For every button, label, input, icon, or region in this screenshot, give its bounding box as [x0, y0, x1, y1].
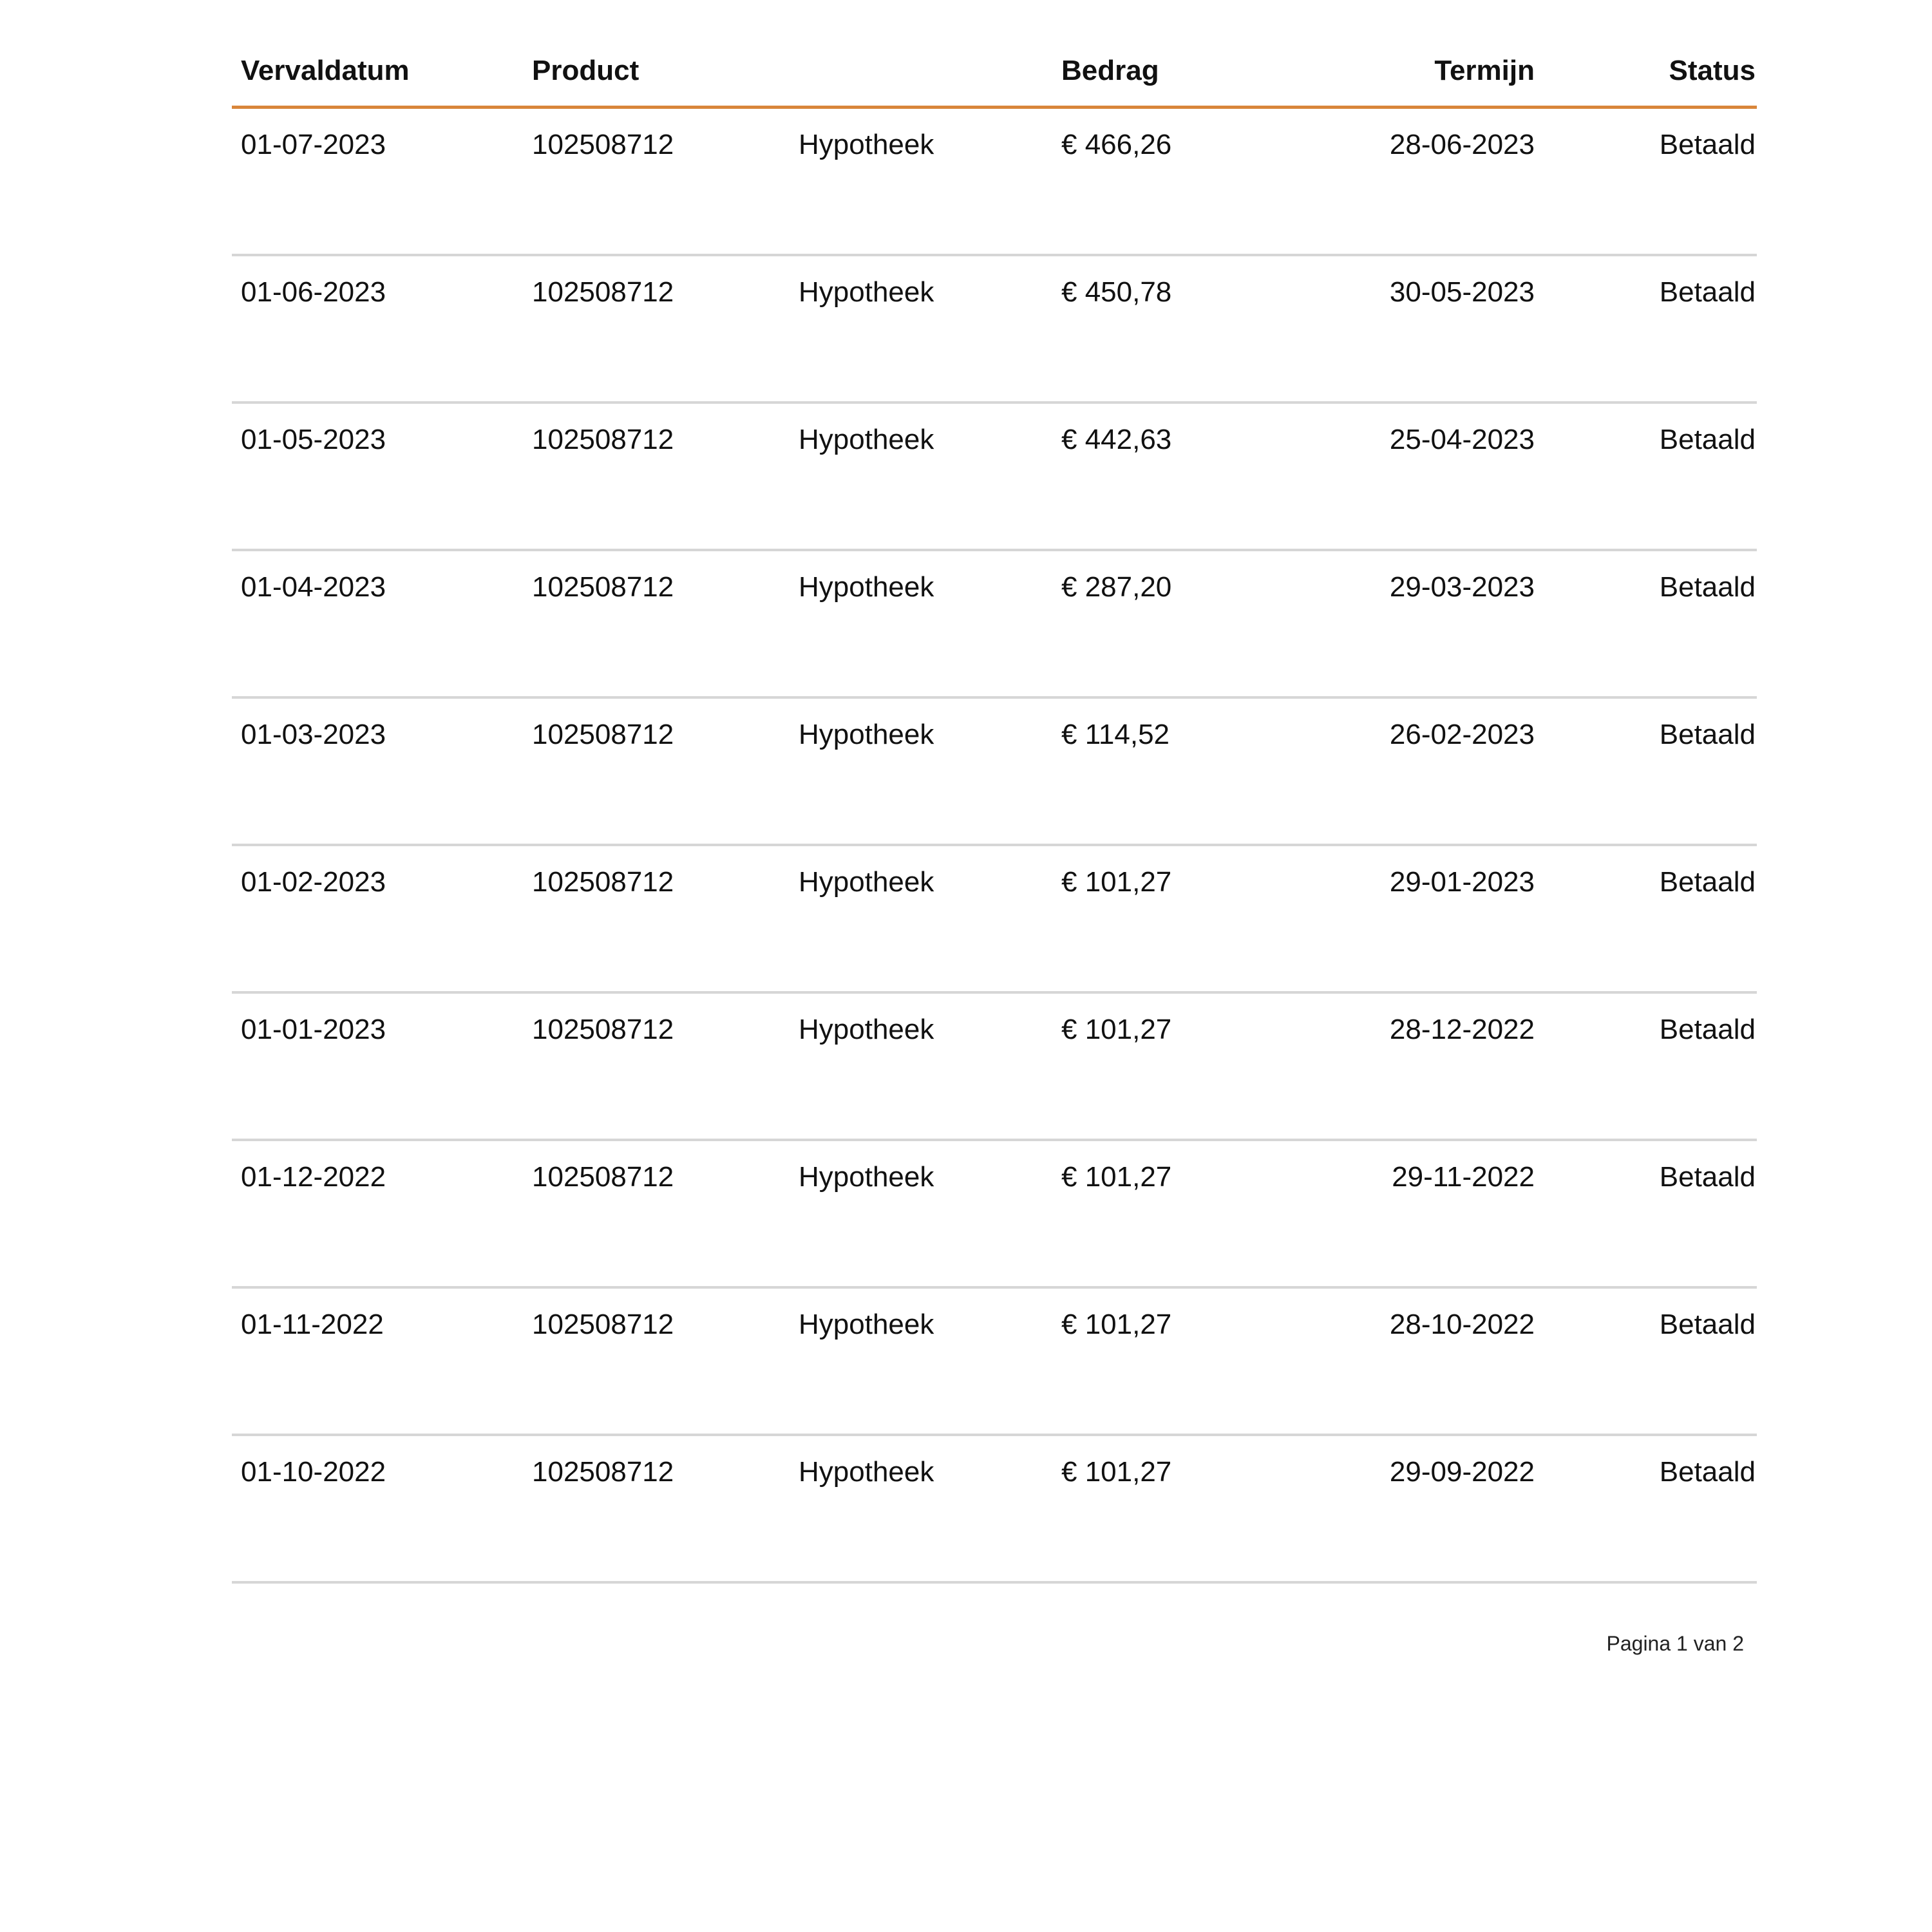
cell-product-nr: 102508712	[532, 1456, 674, 1488]
cell-vervaldatum: 01-12-2022	[241, 1161, 386, 1193]
table-row	[232, 1141, 1757, 1289]
cell-product-nr: 102508712	[532, 1014, 674, 1045]
header-vervaldatum: Vervaldatum	[241, 55, 410, 86]
cell-product-type: Hypotheek	[799, 1161, 934, 1193]
cell-status: Betaald	[1659, 1014, 1756, 1045]
cell-product-nr: 102508712	[532, 424, 674, 455]
cell-vervaldatum: 01-02-2023	[241, 866, 386, 898]
cell-product-nr: 102508712	[532, 571, 674, 603]
cell-status: Betaald	[1659, 571, 1756, 603]
cell-status: Betaald	[1659, 276, 1756, 308]
table-row	[232, 846, 1757, 994]
page-number: Pagina 1 van 2	[1606, 1632, 1744, 1655]
cell-vervaldatum: 01-05-2023	[241, 424, 386, 455]
cell-bedrag: € 466,26	[1061, 129, 1172, 160]
table-row	[232, 994, 1757, 1141]
cell-vervaldatum: 01-06-2023	[241, 276, 386, 308]
cell-bedrag: € 101,27	[1061, 1014, 1172, 1045]
header-bedrag: Bedrag	[1061, 55, 1159, 86]
cell-product-type: Hypotheek	[799, 276, 934, 308]
cell-bedrag: € 101,27	[1061, 1309, 1172, 1340]
cell-termijn: 30-05-2023	[1389, 276, 1535, 308]
cell-product-nr: 102508712	[532, 129, 674, 160]
cell-vervaldatum: 01-01-2023	[241, 1014, 386, 1045]
cell-status: Betaald	[1659, 719, 1756, 750]
cell-termijn: 25-04-2023	[1389, 424, 1535, 455]
cell-bedrag: € 114,52	[1061, 719, 1170, 750]
header-status: Status	[1669, 55, 1756, 86]
cell-product-type: Hypotheek	[799, 1309, 934, 1340]
cell-status: Betaald	[1659, 1456, 1756, 1488]
cell-vervaldatum: 01-11-2022	[241, 1309, 384, 1340]
cell-bedrag: € 287,20	[1061, 571, 1172, 603]
cell-status: Betaald	[1659, 424, 1756, 455]
cell-status: Betaald	[1659, 129, 1756, 160]
cell-termijn: 28-10-2022	[1389, 1309, 1535, 1340]
cell-vervaldatum: 01-10-2022	[241, 1456, 386, 1488]
cell-termijn: 26-02-2023	[1389, 719, 1535, 750]
table-row	[232, 1436, 1757, 1584]
cell-status: Betaald	[1659, 866, 1756, 898]
table-row	[232, 256, 1757, 404]
cell-product-nr: 102508712	[532, 1309, 674, 1340]
cell-product-type: Hypotheek	[799, 424, 934, 455]
cell-product-nr: 102508712	[532, 276, 674, 308]
cell-termijn: 29-01-2023	[1389, 866, 1535, 898]
table-row	[232, 109, 1757, 256]
table-row	[232, 1289, 1757, 1436]
cell-bedrag: € 442,63	[1061, 424, 1172, 455]
cell-vervaldatum: 01-03-2023	[241, 719, 386, 750]
cell-bedrag: € 101,27	[1061, 1161, 1172, 1193]
cell-status: Betaald	[1659, 1309, 1756, 1340]
cell-vervaldatum: 01-07-2023	[241, 129, 386, 160]
cell-product-type: Hypotheek	[799, 1014, 934, 1045]
cell-bedrag: € 450,78	[1061, 276, 1172, 308]
header-termijn: Termijn	[1434, 55, 1535, 86]
cell-product-type: Hypotheek	[799, 571, 934, 603]
table-row	[232, 551, 1757, 699]
cell-product-type: Hypotheek	[799, 719, 934, 750]
table-row	[232, 699, 1757, 846]
cell-termijn: 29-11-2022	[1392, 1161, 1535, 1193]
cell-status: Betaald	[1659, 1161, 1756, 1193]
cell-product-nr: 102508712	[532, 719, 674, 750]
cell-product-type: Hypotheek	[799, 866, 934, 898]
cell-termijn: 29-09-2022	[1389, 1456, 1535, 1488]
cell-product-nr: 102508712	[532, 866, 674, 898]
cell-bedrag: € 101,27	[1061, 1456, 1172, 1488]
header-product: Product	[532, 55, 639, 86]
cell-termijn: 28-06-2023	[1389, 129, 1535, 160]
cell-product-type: Hypotheek	[799, 129, 934, 160]
cell-vervaldatum: 01-04-2023	[241, 571, 386, 603]
table-header	[232, 39, 1757, 109]
cell-product-type: Hypotheek	[799, 1456, 934, 1488]
cell-product-nr: 102508712	[532, 1161, 674, 1193]
cell-bedrag: € 101,27	[1061, 866, 1172, 898]
payments-table	[232, 39, 1757, 1584]
table-row	[232, 404, 1757, 551]
cell-termijn: 29-03-2023	[1389, 571, 1535, 603]
cell-termijn: 28-12-2022	[1389, 1014, 1535, 1045]
